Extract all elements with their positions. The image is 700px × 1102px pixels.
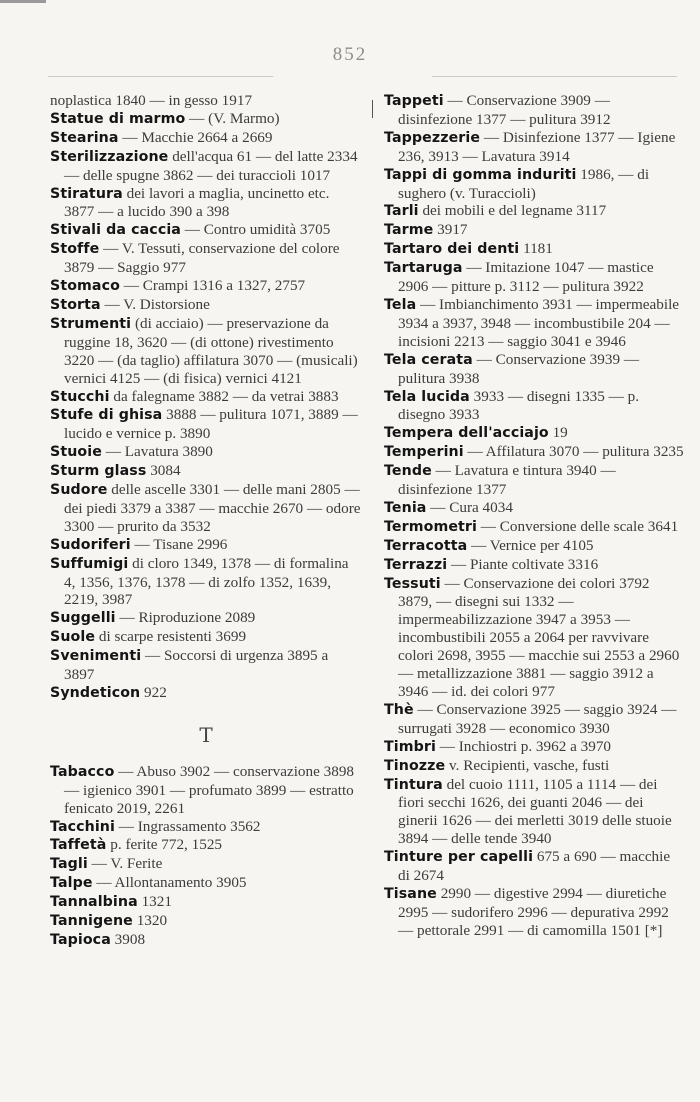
index-entry — [50, 609, 362, 628]
entry-references: 3888 — pulitura 1071, 3889 — lucido e vernice p. 3890 — [64, 406, 358, 443]
entry-references: — Inchiostri p. 3962 a 3970 — [435, 737, 612, 755]
index-entry — [384, 424, 684, 443]
entry-headword: Tela — [384, 296, 417, 313]
entry-headword: Tacchini — [50, 818, 115, 835]
index-entry — [384, 518, 684, 537]
entry-references: 3908 — [110, 930, 146, 948]
index-entry — [50, 277, 362, 296]
index-entry — [384, 848, 684, 885]
index-entry — [50, 443, 362, 462]
entry-headword: Stucchi — [50, 388, 110, 405]
entry-headword: Syndeticon — [50, 685, 141, 701]
entry-references: — Lavatura e tintura 3940 — disinfezione 1377 — [398, 462, 616, 499]
index-entry — [384, 776, 684, 849]
entry-headword: Sudoriferi — [50, 536, 131, 553]
entry-references: — Riproduzione 2089 — [115, 609, 256, 627]
right-column — [384, 92, 684, 940]
index-entry — [50, 185, 362, 222]
entry-references: 3084 — [146, 462, 181, 480]
entry-headword: Terracotta — [384, 537, 468, 554]
index-entry — [384, 92, 684, 129]
entry-headword: Suole — [50, 629, 96, 646]
index-entry — [50, 388, 362, 407]
entry-references: — V. Ferite — [87, 855, 163, 873]
left-entries-s — [50, 92, 362, 703]
entry-headword: Tarli — [384, 203, 419, 220]
entry-references: p. ferite 772, 1525 — [106, 836, 223, 854]
entry-headword: Stuoie — [50, 444, 102, 461]
entry-references: di scarpe resistenti 3699 — [95, 628, 247, 646]
entry-references: — Ingrassamento 3562 — [114, 817, 261, 835]
entry-references: — V. Distorsione — [100, 295, 210, 313]
section-letter-heading: T — [199, 722, 213, 747]
entry-references: — Affilatura 3070 — pulitura 3235 — [463, 443, 684, 461]
entry-references: noplastica 1840 — in gesso 1917 — [50, 92, 253, 109]
index-entry — [50, 763, 362, 818]
index-entry — [50, 684, 362, 703]
entry-references: — Imitazione 1047 — mastice 2906 — pitture p. 3112 — pulitura 3922 — [398, 259, 654, 296]
entry-references: — Conservazione dei colori 3792 3879, — disegni sui 1332 — impermeabilizzazione 3947 a 3953 — incombustibili 2055 a 2064 per ravvivare colori 2698, 3955 — macchie sui 2553 a 2960 — metallizzazione 3881 — saggio 3912 a 3946 — id. dei colori 977 — [398, 574, 680, 700]
entry-references: 2990 — digestive 2994 — diuretiche 2995 — sudorifero 2996 — depurativa 2992 — pettorale 2991 — di camomilla 1501 [*] — [398, 884, 669, 939]
entry-headword: Tela lucida — [384, 388, 470, 405]
entry-headword: Strumenti — [50, 315, 132, 332]
entry-references: 3917 — [433, 221, 468, 239]
entry-references: — Conversione delle scale 3641 — [477, 517, 679, 535]
entry-headword: Thè — [384, 701, 414, 718]
entry-headword: Tartaro dei denti — [384, 241, 520, 258]
entry-references: — Macchie 2664 a 2669 — [118, 128, 273, 146]
index-entry — [50, 912, 362, 931]
entry-headword: Tempera dell'acciajo — [384, 425, 549, 442]
index-entry — [50, 647, 362, 684]
index-entry — [384, 701, 684, 738]
entry-headword: Tannigene — [50, 913, 133, 930]
entry-headword: Tappezzerie — [384, 129, 481, 146]
entry-references: 1320 — [132, 912, 168, 930]
entry-references: 1321 — [137, 893, 172, 911]
entry-references: — Allontanamento 3905 — [92, 874, 247, 892]
index-entry — [384, 499, 684, 518]
entry-headword: Svenimenti — [50, 648, 142, 665]
entry-references: di cloro 1349, 1378 — di formalina 4, 1356, 1376, 1378 — di zolfo 1352, 1639, 2219, 3987 — [64, 554, 349, 609]
index-entry — [50, 406, 362, 443]
index-entry — [50, 221, 362, 240]
index-entry — [50, 110, 362, 129]
entry-headword: Tappi di gomma induriti — [384, 166, 577, 183]
index-entry — [50, 240, 362, 277]
index-entry — [384, 202, 684, 221]
index-entry — [384, 575, 684, 701]
entry-headword: Sudore — [50, 482, 108, 499]
index-entry — [50, 296, 362, 315]
entry-references: — V. Tessuti, conservazione del colore 3879 — Saggio 977 — [64, 240, 340, 277]
entry-headword: Suffumigi — [50, 555, 129, 572]
entry-headword: Tintura — [384, 776, 443, 793]
index-entry — [50, 315, 362, 388]
index-entry — [384, 351, 684, 388]
entry-headword: Tessuti — [384, 575, 441, 592]
index-entry — [384, 885, 684, 940]
entry-headword: Tende — [384, 463, 432, 480]
right-entries — [384, 92, 684, 940]
entry-headword: Termometri — [384, 518, 477, 535]
entry-references: 675 a 690 — macchie di 2674 — [398, 848, 671, 885]
index-entry — [384, 462, 684, 499]
entry-headword: Tapioca — [50, 931, 111, 948]
entry-headword: Stufe di ghisa — [50, 407, 163, 424]
entry-headword: Statue di marmo — [50, 110, 186, 127]
entry-references: — Soccorsi di urgenza 3895 a 3897 — [64, 647, 329, 684]
entry-headword: Tinozze — [384, 757, 446, 774]
entry-headword: Storta — [50, 296, 101, 313]
entry-headword: Timbri — [384, 738, 436, 755]
index-entry — [384, 738, 684, 757]
index-entry — [50, 536, 362, 555]
top-edge-rule — [0, 0, 46, 3]
entry-references: — (V. Marmo) — [185, 109, 280, 127]
column-divider — [372, 100, 373, 118]
entry-references: — Conservazione 3925 — saggio 3924 — surrugati 3928 — economico 3930 — [398, 700, 677, 737]
entry-headword: Stiratura — [50, 185, 123, 202]
entry-references: — Disinfezione 1377 — Igiene 236, 3913 — Lavatura 3914 — [398, 128, 676, 165]
index-entry — [50, 129, 362, 148]
entry-references: — Cura 4034 — [426, 498, 513, 516]
index-entry — [384, 259, 684, 296]
entry-references: — Contro umidità 3705 — [180, 221, 331, 239]
index-entry — [50, 481, 362, 536]
entry-references: 1986, — di sughero (v. Turaccioli) — [398, 165, 650, 202]
index-entry — [50, 148, 362, 185]
index-entry — [384, 240, 684, 259]
entry-references: da falegname 3882 — da vetrai 3883 — [109, 387, 339, 405]
index-entry — [50, 92, 362, 110]
entry-references: del cuoio 1111, 1105 a 1114 — dei fiori secchi 1626, dei guanti 2046 — dei ginerii 1626 — dei merletti 3019 delle stuoie 3894 — delle tende 3940 — [398, 775, 672, 848]
entry-headword: Sterilizzazione — [50, 148, 169, 165]
entry-references: 3933 — disegni 1335 — p. disegno 3933 — [398, 387, 640, 424]
entry-headword: Tabacco — [50, 763, 115, 780]
entry-headword: Stivali da caccia — [50, 222, 181, 239]
index-entry — [50, 931, 362, 950]
left-column — [50, 92, 362, 950]
entry-headword: Tisane — [384, 885, 437, 902]
index-entry — [50, 836, 362, 855]
index-entry — [384, 757, 684, 776]
index-entry — [384, 556, 684, 575]
index-entry — [384, 296, 684, 351]
entry-references: — Abuso 3902 — conservazione 3898 — igienico 3901 — profumato 3899 — estratto fenicato 2019, 2261 — [64, 762, 355, 817]
index-entry — [50, 874, 362, 893]
index-entry — [50, 462, 362, 481]
entry-headword: Tela cerata — [384, 351, 473, 368]
entry-headword: Tarme — [384, 222, 434, 239]
index-entry — [50, 855, 362, 874]
entry-references: — Vernice per 4105 — [467, 536, 594, 554]
header-rule-left — [48, 76, 273, 77]
index-entry — [50, 628, 362, 647]
entry-headword: Talpe — [50, 875, 93, 892]
entry-headword: Taffetà — [50, 837, 107, 854]
index-entry — [384, 221, 684, 240]
entry-references: — Conservazione 3939 — pulitura 3938 — [398, 350, 640, 387]
index-entry — [384, 443, 684, 462]
entry-headword: Temperini — [384, 444, 464, 461]
entry-headword: Tannalbina — [50, 894, 138, 911]
entry-references: — Piante coltivate 3316 — [447, 555, 599, 573]
entry-references: dei mobili e del legname 3117 — [418, 202, 607, 220]
entry-headword: Suggelli — [50, 610, 116, 627]
entry-headword: Sturm glass — [50, 463, 147, 480]
entry-references: (di acciaio) — preservazione da ruggine 18, 3620 — (di ottone) rivestimento 3220 — (da taglio) affilatura 3070 — (musicali) vernici 4125 — (di fisica) vernici 4121 — [64, 314, 358, 387]
entry-references: — Lavatura 3890 — [101, 443, 213, 461]
entry-headword: Tappeti — [384, 93, 444, 109]
index-entry — [50, 893, 362, 912]
index-entry — [384, 537, 684, 556]
index-entry — [384, 388, 684, 425]
entry-references: — Tisane 2996 — [130, 535, 228, 553]
entry-headword: Stearina — [50, 129, 119, 146]
index-entry — [50, 818, 362, 837]
entry-references: 922 — [140, 684, 167, 701]
entry-references: — Crampi 1316 a 1327, 2757 — [119, 277, 306, 295]
entry-headword: Terrazzi — [384, 556, 448, 573]
index-entry — [384, 129, 684, 166]
entry-references: dell'acqua 61 — del latte 2334 — delle spugne 3862 — dei turaccioli 1017 — [64, 147, 358, 184]
entry-references: — Conservazione 3909 — disinfezione 1377 — pulitura 3912 — [398, 92, 611, 128]
index-entry — [384, 166, 684, 203]
entry-references: 1181 — [519, 240, 553, 258]
entry-headword: Tartaruga — [384, 260, 463, 277]
entry-references: 19 — [548, 424, 568, 442]
entry-headword: Stoffe — [50, 241, 100, 258]
entry-headword: Tagli — [50, 856, 88, 873]
entry-headword: Stomaco — [50, 278, 120, 295]
entry-references: delle ascelle 3301 — delle mani 2805 — dei piedi 3379 a 3387 — macchie 2670 — odore 3300 — prurito da 3532 — [64, 481, 361, 535]
entry-headword: Tinture per capelli — [384, 849, 534, 866]
page-number: 852 — [332, 44, 368, 65]
header-rule-right — [432, 76, 677, 77]
entry-references: v. Recipienti, vasche, fusti — [445, 756, 610, 774]
entry-headword: Tenia — [384, 499, 427, 516]
entry-references: — Imbianchimento 3931 — impermeabile 3934 a 3937, 3948 — incombustibile 204 — incisioni 2213 — saggio 3041 e 3946 — [398, 295, 680, 350]
entry-references: dei lavori a maglia, uncinetto etc. 3877 — a lucido 390 a 398 — [64, 184, 330, 221]
left-entries-t — [50, 763, 362, 950]
index-entry — [50, 555, 362, 610]
